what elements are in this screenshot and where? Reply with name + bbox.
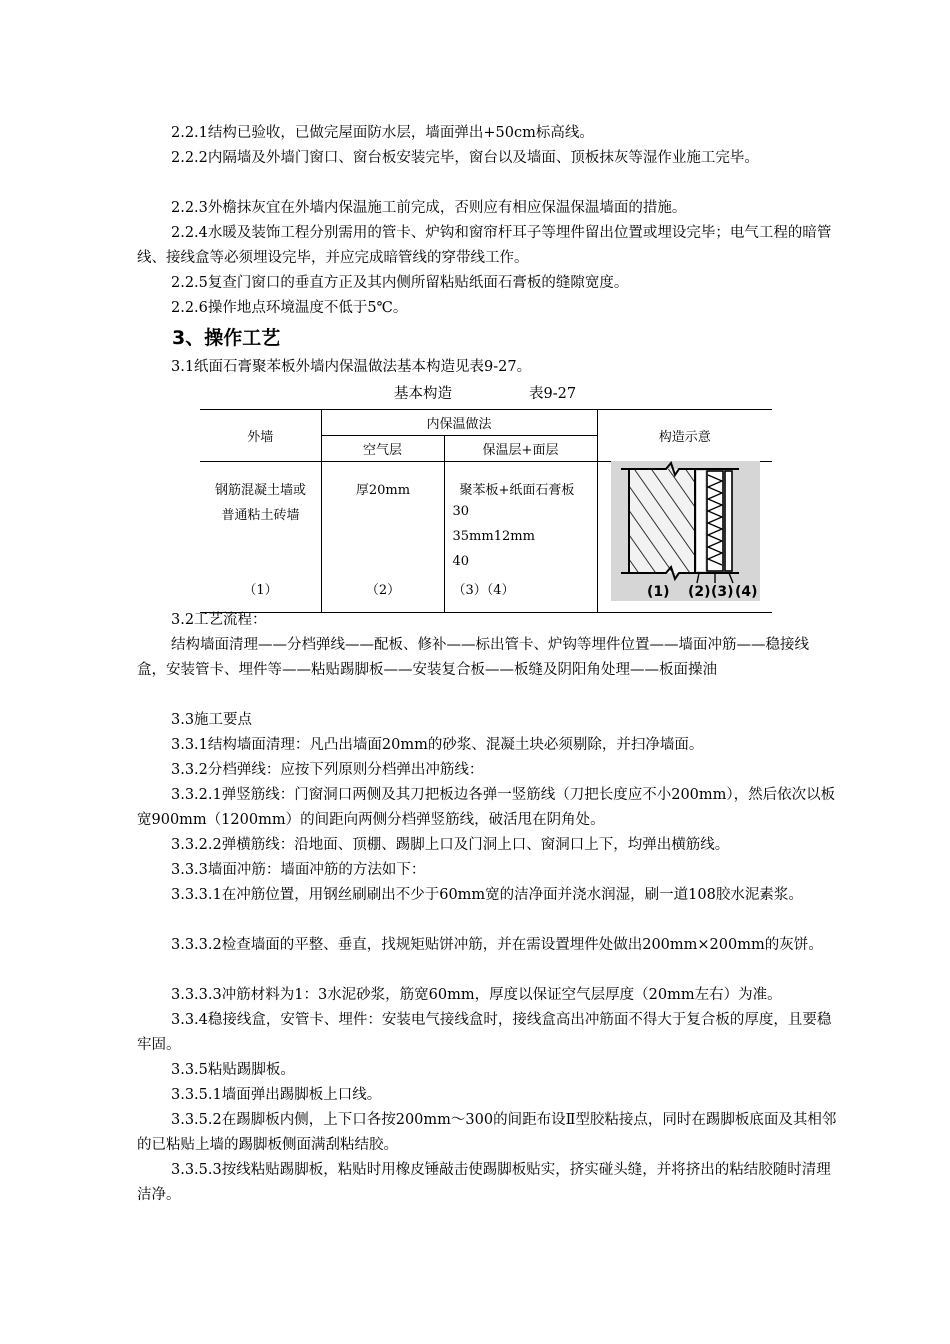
paragraph-3-3-3-3: 3.3.3.3冲筋材料为1：3水泥砂浆，筋宽60mm，厚度以保证空气层厚度（20mm左右）为准。 [171, 987, 782, 1003]
cell-wall [200, 462, 321, 613]
paragraph-3-3-3-1: 3.3.3.1在冲筋位置，用钢丝刷刷出不少于60mm宽的洁净面并浇水润湿，刷一道108胶水泥素浆。 [171, 887, 803, 903]
paragraph-2-2-3: 2.2.3外檐抹灰宜在外墙内保温施工前完成，否则应有相应保温保温墙面的措施。 [171, 200, 687, 216]
paragraph-3-3-4: 3.3.4稳接线盒，安管卡、埋件：安装电气接线盒时，接线盒高出冲筋面不得大于复合板的厚度，且要稳牢固。 [137, 1012, 832, 1053]
layer-number-1: （1） [243, 583, 278, 598]
paragraph-3-3-5-2: 3.3.5.2在踢脚板内侧，上下口各按200mm～300的间距布设Ⅱ型胶粘接点，同时在踢脚板底面及其相邻的已粘贴上墙的踢脚板侧面满刮粘结胶。 [137, 1112, 837, 1153]
paragraph-3-3-3: 3.3.3墙面冲筋：墙面冲筋的方法如下： [171, 862, 426, 878]
air-thickness: 厚20mm [355, 483, 411, 498]
layer-thickness-a: 30 [452, 504, 470, 519]
cell-layer [444, 462, 597, 613]
paragraph-3-3-5-3: 3.3.5.3按线粘贴踢脚板，粘贴时用橡皮锤敲击使踢脚板贴实，挤实碰头缝，并将挤出的粘结胶随时清理洁净。 [137, 1162, 831, 1203]
figure-label-3: (3) [711, 584, 734, 600]
layer-thickness-b: 35mm12mm [452, 529, 535, 544]
paragraph-2-2-5: 2.2.5复查门窗口的垂直方正及其内侧所留粘贴纸面石膏板的缝隙宽度。 [171, 275, 629, 291]
figure-label-2: (2) [688, 584, 711, 600]
table-caption-number: 表9-27 [529, 386, 577, 402]
paragraph-3-3-2: 3.3.2分档弹线：应按下列原则分档弹出冲筋线： [171, 762, 484, 778]
paragraph-3-3: 3.3施工要点 [171, 712, 253, 728]
layer-number-3-4: （3）（4） [452, 583, 515, 598]
layer-thickness-c: 40 [452, 554, 470, 569]
header-insulation-layer: 保温层+面层 [444, 436, 597, 462]
paragraph-3-3-1: 3.3.1结构墙面清理：凡凸出墙面20mm的砂浆、混凝土块必须剔除，并扫净墙面。 [171, 737, 704, 753]
construction-diagram [611, 461, 760, 601]
header-wall: 外墙 [200, 410, 321, 462]
paragraph-3-3-5-1: 3.3.5.1墙面弹出踢脚板上口线。 [171, 1087, 382, 1103]
cell-air [321, 462, 444, 613]
paragraph-2-2-1: 2.2.1结构已验收，已做完屋面防水层，墙面弹出+50cm标高线。 [171, 125, 594, 141]
layer-number-2: （2） [365, 583, 401, 598]
paragraph-3-3-3-2: 3.3.3.2检查墙面的平整、垂直，找规矩贴饼冲筋，并在需设置埋件处做出200mm×200mm的灰饼。 [171, 937, 823, 953]
section-heading: 3、操作工艺 [172, 327, 281, 349]
paragraph-2-2-6: 2.2.6操作地点环境温度不低于5℃。 [171, 300, 408, 316]
paragraph-3-3-2-2: 3.3.2.2弹横筋线：沿地面、顶棚、踢脚上口及门洞上口、窗洞口上下，均弹出横筋线。 [171, 837, 730, 853]
wall-type-line1: 钢筋混凝土墙或 [214, 483, 306, 498]
paragraph-3-1: 3.1纸面石膏聚苯板外墙内保温做法基本构造见表9-27。 [171, 359, 532, 375]
paragraph-process-flow: 结构墙面清理——分档弹线——配板、修补——标出管卡、炉钩等埋件位置——墙面冲筋——稳接线盒，安装管卡、埋件等——粘贴踢脚板——安装复合板——板缝及阴阳角处理——板面操油 [137, 637, 809, 678]
figure-label-1: (1) [647, 584, 670, 600]
wall-type-line2: 普通粘土砖墙 [221, 508, 300, 523]
header-figure: 构造示意 [597, 410, 772, 462]
paragraph-3-3-2-1: 3.3.2.1弹竖筋线：门窗洞口两侧及其刀把板边各弹一竖筋线（刀把长度应不小200mm），然后依次以板宽900mm（1200mm）的间距向两侧分档弹竖筋线，破活甩在阴角处。 [137, 787, 836, 828]
paragraph-2-2-2: 2.2.2内隔墙及外墙门窗口、窗台板安装完毕，窗台以及墙面、顶板抹灰等湿作业施工完毕。 [171, 150, 759, 166]
header-method: 内保温做法 [321, 410, 597, 436]
paragraph-3-2: 3.2工艺流程： [171, 612, 267, 628]
figure-label-4: (4) [735, 584, 758, 600]
header-air-layer: 空气层 [321, 436, 444, 462]
table-caption-title: 基本构造 [394, 386, 452, 402]
paragraph-3-3-5: 3.3.5粘贴踢脚板。 [171, 1062, 295, 1078]
paragraph-2-2-4: 2.2.4水暖及装饰工程分别需用的管卡、炉钩和窗帘杆耳子等埋件留出位置或埋设完毕；电气工程的暗管线、接线盒等必须埋设完毕，并应完成暗管线的穿带线工作。 [137, 225, 832, 266]
layer-material: 聚苯板+纸面石膏板 [459, 483, 575, 498]
